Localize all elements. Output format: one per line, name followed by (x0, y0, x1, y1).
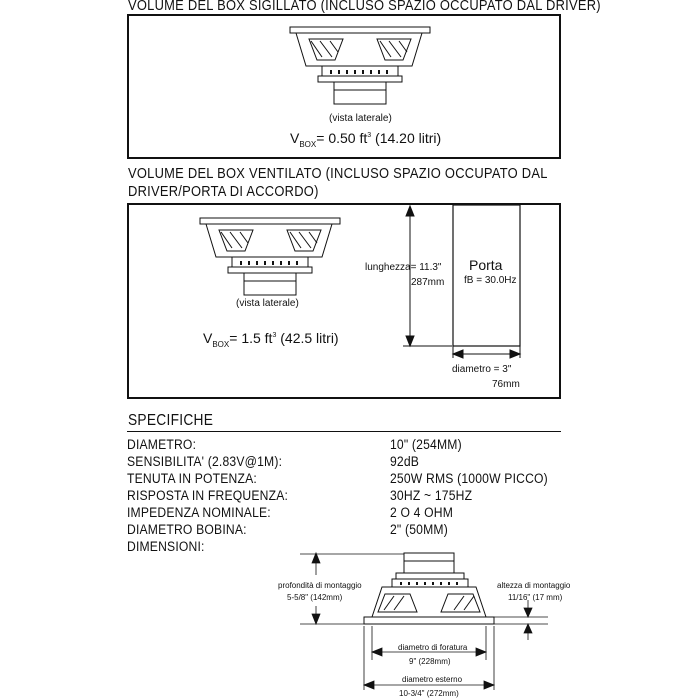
mount-depth-value: 5-5/8" (142mm) (287, 593, 343, 602)
port-title: Porta (469, 257, 503, 273)
spec-value: 92dB (390, 454, 420, 469)
sealed-side-view-label: (vista laterale) (329, 113, 392, 124)
spec-label: DIAMETRO: (127, 437, 197, 452)
spec-label: RISPOSTA IN FREQUENZA: (127, 488, 289, 503)
spec-label: TENUTA IN POTENZA: (127, 471, 257, 486)
port-diameter-label: diametro = 3" (452, 364, 512, 375)
spec-label: DIAMETRO BOBINA: (127, 522, 247, 537)
sealed-vbox-formula: $V_{BOX}= 0.50$ $ft^3$ (14.20 litri) (290, 130, 442, 149)
mount-height-value: 11/16" (17 mm) (508, 593, 563, 602)
spec-value: 10" (254MM) (390, 437, 462, 452)
port-diameter-mm: 76mm (492, 379, 520, 390)
vented-vbox-formula: $V_{BOX}= 1.5$ $ft^3$ (42.5 litri) (203, 330, 339, 349)
port-length-label: lunghezza= 11.3" (365, 262, 442, 273)
spec-label: DIMENSIONI: (127, 539, 205, 554)
vented-side-view-label: (vista laterale) (236, 298, 299, 309)
spec-label: IMPEDENZA NOMINALE: (127, 505, 271, 520)
mount-depth-label: profondità di montaggio (278, 581, 362, 590)
vented-heading-line1: VOLUME DEL BOX VENTILATO (INCLUSO SPAZIO OCCUPATO DAL (128, 165, 548, 182)
outer-diameter-value: 10-3/4" (272mm) (399, 689, 459, 698)
spec-value: 2" (50MM) (390, 522, 448, 537)
spec-value: 30HZ ~ 175HZ (390, 488, 473, 503)
spec-value: 2 O 4 OHM (390, 505, 454, 520)
specs-heading: SPECIFICHE (128, 412, 214, 429)
port-length-mm: 287mm (411, 277, 445, 288)
spec-label: SENSIBILITA' (2.83V@1M): (127, 454, 283, 469)
vented-heading-line2: DRIVER/PORTA DI ACCORDO) (128, 183, 319, 200)
spec-value: 250W RMS (1000W PICCO) (390, 471, 548, 486)
outer-diameter-label: diametro esterno (402, 675, 463, 684)
sealed-heading: VOLUME DEL BOX SIGILLATO (INCLUSO SPAZIO OCCUPATO DAL DRIVER) (128, 0, 601, 14)
port-tuning-frequency: fB = 30.0Hz (464, 275, 517, 286)
cutout-diameter-label: diametro di foratura (398, 643, 468, 652)
mount-height-label: altezza di montaggio (497, 581, 571, 590)
cutout-diameter-value: 9" (228mm) (409, 657, 451, 666)
